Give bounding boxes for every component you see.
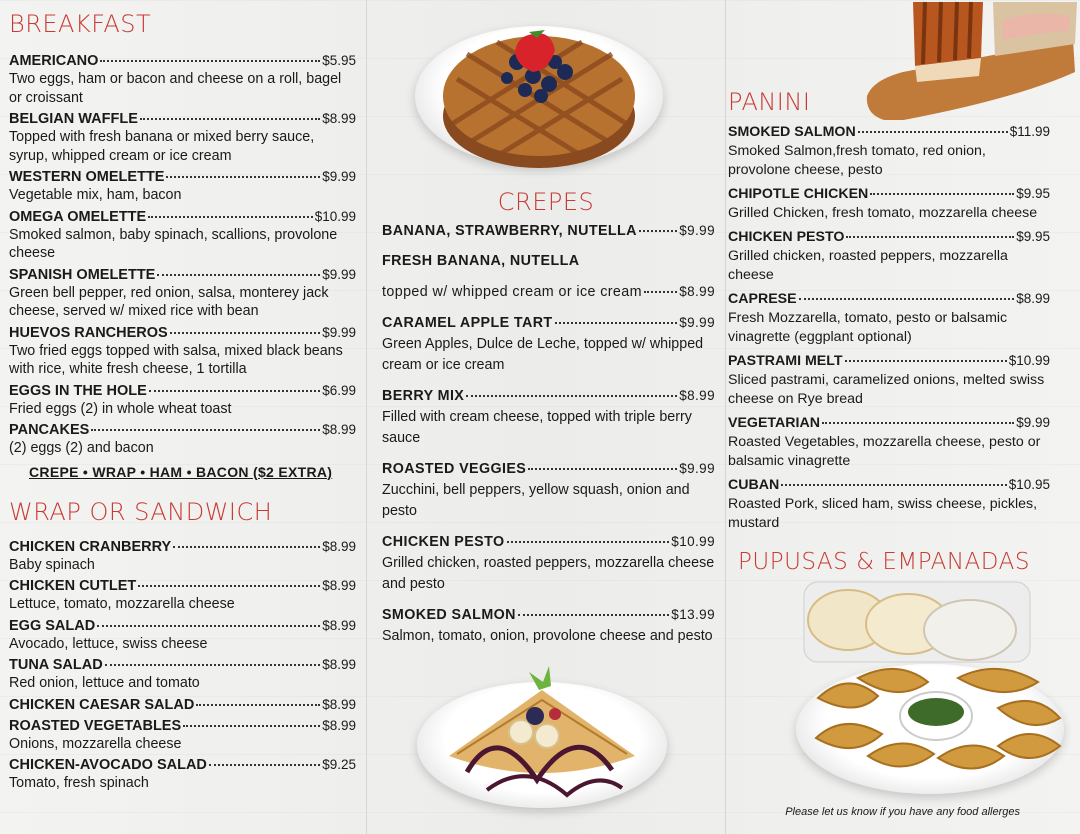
menu-item <box>9 382 356 419</box>
menu-item-header <box>382 281 715 303</box>
menu-item-header <box>9 577 356 595</box>
menu-item-description: Baby spinach <box>9 556 95 573</box>
menu-item-name: BERRY MIX <box>382 388 465 404</box>
menu-item <box>9 756 356 793</box>
menu-item-name: VEGETARIAN <box>728 415 820 431</box>
menu-item-header <box>728 413 1050 433</box>
menu-item-header <box>9 324 356 342</box>
menu-item-header <box>382 385 715 407</box>
allergy-note: Please let us know if you have any food allerges <box>785 806 1020 818</box>
crepes-list <box>382 220 715 656</box>
menu-item-price: $13.99 <box>671 607 715 622</box>
menu-item-header <box>9 538 356 556</box>
menu-item-description: Red onion, lettuce and tomato <box>9 675 200 691</box>
menu-item-price: $10.99 <box>1008 353 1050 368</box>
menu-item-description: Lettuce, tomato, mozzarella cheese <box>9 596 235 612</box>
menu-item-description: Avocado, lettuce, swiss cheese <box>9 635 208 652</box>
menu-item <box>382 251 715 272</box>
menu-item <box>382 312 715 376</box>
menu-item-description: Fried eggs (2) in whole wheat toast <box>9 400 232 417</box>
menu-item-name: OMEGA OMELETTE <box>9 208 147 225</box>
menu-item <box>382 281 715 303</box>
menu-item <box>9 717 356 754</box>
menu-item-name: EGG SALAD <box>9 617 96 634</box>
menu-item-description: Salmon, tomato, onion, provolone cheese and pesto <box>382 628 713 644</box>
breakfast-list <box>9 52 356 458</box>
menu-item-price: $9.99 <box>679 223 715 238</box>
wrap-title: WRAP OR SANDWICH <box>9 497 273 526</box>
menu-item-price: $9.99 <box>322 169 356 184</box>
dot-leader <box>97 625 320 627</box>
panini-list <box>728 122 1050 537</box>
menu-item <box>9 324 356 379</box>
menu-item-header <box>382 312 715 334</box>
menu-item-header <box>9 696 356 714</box>
menu-item-price: $8.99 <box>322 578 356 593</box>
menu-item-name: CARAMEL APPLE TART <box>382 315 553 331</box>
menu-item-description: Sliced pastrami, caramelized onions, melted swiss cheese on Rye bread <box>728 372 1045 407</box>
menu-item <box>9 696 356 714</box>
menu-item <box>9 577 356 614</box>
menu-item <box>728 351 1050 409</box>
menu-item-price: $11.99 <box>1009 124 1050 139</box>
menu-item-description: Green Apples, Dulce de Leche, topped w/ whipped cream or ice cream <box>382 336 704 373</box>
dot-leader <box>105 664 320 666</box>
dot-leader <box>644 291 677 293</box>
breakfast-title: BREAKFAST <box>9 10 152 38</box>
dot-leader <box>518 614 669 616</box>
dot-leader <box>781 484 1006 486</box>
menu-item <box>9 266 356 321</box>
menu-item-name: CHIPOTLE CHICKEN <box>728 186 869 202</box>
menu-item-description: Grilled Chicken, fresh tomato, mozzarella cheese <box>728 205 1038 221</box>
menu-item-price: $9.99 <box>322 266 356 282</box>
menu-item-header <box>9 756 356 774</box>
menu-item-header <box>9 168 356 186</box>
menu-item-header <box>9 617 356 635</box>
dot-leader <box>209 764 320 766</box>
menu-item-price: $10.99 <box>314 208 356 224</box>
pupusas-empanadas-image <box>798 578 1068 798</box>
menu-item-name: CHICKEN CUTLET <box>9 578 137 594</box>
menu-item-name: CAPRESE <box>728 291 797 307</box>
menu-item-header <box>9 208 356 226</box>
dot-leader <box>157 274 320 276</box>
pupusas-title: PUPUSAS & EMPANADAS <box>738 549 1030 575</box>
left-panel <box>0 0 366 834</box>
menu-item-name: ROASTED VEGETABLES <box>9 717 182 734</box>
menu-item-price: $9.99 <box>679 461 715 476</box>
menu-item-header <box>728 351 1050 371</box>
dot-leader <box>148 216 312 218</box>
dot-leader <box>507 541 670 543</box>
waffle-image <box>437 14 641 174</box>
panini-image <box>863 0 1079 120</box>
menu-item <box>728 184 1050 223</box>
menu-item-price: $8.99 <box>322 657 356 672</box>
menu-item-price: $5.95 <box>322 53 356 68</box>
dot-leader <box>822 422 1014 424</box>
menu-item-name: CHICKEN-AVOCADO SALAD <box>9 757 207 773</box>
menu-item <box>728 122 1050 180</box>
menu-item-price: $8.99 <box>1016 291 1050 306</box>
menu-item-header <box>9 266 356 284</box>
menu-item-name: CHICKEN PESTO <box>728 229 845 245</box>
menu-item <box>382 531 715 595</box>
menu-item-header <box>728 289 1050 309</box>
menu-item-header <box>9 52 356 70</box>
dot-leader <box>555 322 678 324</box>
menu-item-header <box>9 421 356 439</box>
menu-item-description: Grilled chicken, roasted peppers, mozzarella cheese and pesto <box>382 555 715 592</box>
menu-item <box>9 656 356 693</box>
dot-leader <box>870 193 1014 195</box>
menu-item-description: Fresh Mozzarella, tomato, pesto or balsamic vinagrette (eggplant optional) <box>728 310 1008 345</box>
dot-leader <box>170 332 320 334</box>
menu-item-name: AMERICANO <box>9 53 99 69</box>
menu-item-price: $8.99 <box>322 538 356 554</box>
menu-item <box>728 227 1050 285</box>
menu-item-price: $10.95 <box>1008 477 1050 492</box>
menu-item-name: FRESH BANANA, NUTELLA <box>382 253 580 269</box>
menu-item-price: $8.99 <box>322 717 356 733</box>
menu-item-header <box>382 604 715 626</box>
wrap-list <box>9 538 356 793</box>
menu-item-price: $6.99 <box>322 382 356 398</box>
dot-leader <box>799 298 1015 300</box>
menu-item-name: PANCAKES <box>9 422 90 438</box>
dot-leader <box>639 230 677 232</box>
menu-item <box>382 458 715 522</box>
menu-item-name: TUNA SALAD <box>9 657 103 673</box>
menu-item-description: Roasted Pork, sliced ham, swiss cheese, pickles, mustard <box>728 496 1038 531</box>
dot-leader <box>166 176 320 178</box>
menu-item-description: Vegetable mix, ham, bacon <box>9 187 182 203</box>
menu-item-header <box>382 220 715 242</box>
menu-item-name: SMOKED SALMON <box>728 124 856 140</box>
menu-item-price: $8.99 <box>679 284 715 299</box>
menu-item-name: CHICKEN PESTO <box>382 534 505 550</box>
menu-item-price: $9.99 <box>322 324 356 340</box>
dot-leader <box>466 395 677 397</box>
dot-leader <box>858 131 1008 133</box>
dot-leader <box>138 585 320 587</box>
menu-item-description: Filled with cream cheese, topped with triple berry sauce <box>382 409 692 446</box>
dot-leader <box>183 725 320 727</box>
menu-item-header <box>728 227 1050 247</box>
menu-item <box>9 110 356 165</box>
menu-item-price: $9.99 <box>1016 415 1050 430</box>
menu-item <box>9 52 356 107</box>
menu-item-name: PASTRAMI MELT <box>728 353 843 369</box>
dot-leader <box>846 236 1014 238</box>
menu-item-price: $9.95 <box>1016 186 1050 201</box>
menu-item-header <box>382 458 715 480</box>
menu-item-name: HUEVOS RANCHEROS <box>9 324 168 341</box>
menu-item-description: (2) eggs (2) and bacon <box>9 440 154 456</box>
dot-leader <box>149 390 320 392</box>
menu-item-name: BELGIAN WAFFLE <box>9 111 138 127</box>
menu-item-price: $8.99 <box>322 696 356 712</box>
menu-item-price: $9.25 <box>322 757 356 772</box>
dot-leader <box>140 118 320 120</box>
menu-item-header <box>382 531 715 553</box>
extras-note: CREPE • WRAP • HAM • BACON ($2 EXTRA) <box>29 463 333 480</box>
menu-item-name: CHICKEN CRANBERRY <box>9 538 172 555</box>
menu-item-price: $8.99 <box>322 111 356 126</box>
middle-panel <box>366 0 725 834</box>
menu-item-description: Topped with fresh banana or mixed berry sauce, syrup, whipped cream or ice cream <box>9 129 315 164</box>
menu-item <box>9 538 356 575</box>
menu-item-description: Tomato, fresh spinach <box>9 775 149 791</box>
menu-item-name: WESTERN OMELETTE <box>9 169 165 185</box>
crepes-title: CREPES <box>497 188 595 216</box>
menu-item-name: CHICKEN CAESAR SALAD <box>9 696 195 713</box>
dot-leader <box>528 468 677 470</box>
menu-item-price: $8.99 <box>322 422 356 437</box>
menu-item-price: $8.99 <box>322 617 356 633</box>
menu-item-description: Onions, mozzarella cheese <box>9 735 182 752</box>
menu-item-price: $9.95 <box>1016 229 1050 244</box>
menu-item-description: Two fried eggs topped with salsa, mixed black beans with rice, white fresh cheese, 1 tortilla <box>9 342 343 377</box>
menu-item-description: Grilled chicken, roasted peppers, mozzarella cheese <box>728 248 1008 283</box>
menu-item-price: $8.99 <box>679 388 715 403</box>
menu-item-description: Green bell pepper, red onion, salsa, monterey jack cheese, served w/ mixed rice with bean <box>9 284 329 319</box>
menu-item-price: $10.99 <box>671 534 715 549</box>
menu-item <box>382 604 715 647</box>
menu-item <box>9 208 356 263</box>
dot-leader <box>845 360 1007 362</box>
menu-item-price: $9.99 <box>679 315 715 330</box>
menu-item-header <box>9 110 356 128</box>
crepe-image <box>437 660 647 810</box>
menu-item-header <box>728 184 1050 204</box>
menu-item-name: SMOKED SALMON <box>382 607 516 623</box>
menu-item-header <box>9 656 356 674</box>
menu-item-name: CUBAN <box>728 477 780 493</box>
menu-item <box>728 475 1050 533</box>
menu-item-header <box>9 382 356 400</box>
menu-item-name: topped w/ whipped cream or ice cream <box>382 284 642 300</box>
menu-item-header <box>382 251 715 272</box>
menu-item <box>728 289 1050 347</box>
menu-item-name: SPANISH OMELETTE <box>9 266 156 283</box>
menu-item <box>9 617 356 654</box>
dot-leader <box>100 60 320 62</box>
menu-item <box>382 385 715 449</box>
menu-item-name: EGGS IN THE HOLE <box>9 382 147 399</box>
menu-item <box>9 421 356 458</box>
menu-item-header <box>9 717 356 735</box>
menu-item <box>728 413 1050 471</box>
menu-item-header <box>728 122 1050 142</box>
dot-leader <box>91 429 320 431</box>
menu-item-description: Two eggs, ham or bacon and cheese on a roll, bagel or croissant <box>9 71 342 106</box>
menu-item-name: BANANA, STRAWBERRY, NUTELLA <box>382 223 637 239</box>
menu-item-description: Roasted Vegetables, mozzarella cheese, pesto or balsamic vinagrette <box>728 434 1041 469</box>
menu-item-description: Smoked Salmon,fresh tomato, red onion, provolone cheese, pesto <box>728 143 986 178</box>
right-panel <box>725 0 1080 834</box>
menu-item-header <box>728 475 1050 495</box>
menu-item <box>9 168 356 205</box>
dot-leader <box>196 704 320 706</box>
menu-item-description: Zucchini, bell peppers, yellow squash, onion and pesto <box>382 482 690 519</box>
menu-item-name: ROASTED VEGGIES <box>382 461 527 477</box>
menu-item-description: Smoked salmon, baby spinach, scallions, provolone cheese <box>9 226 338 261</box>
menu-item <box>382 220 715 242</box>
panini-title: PANINI <box>728 88 811 116</box>
dot-leader <box>173 546 320 548</box>
